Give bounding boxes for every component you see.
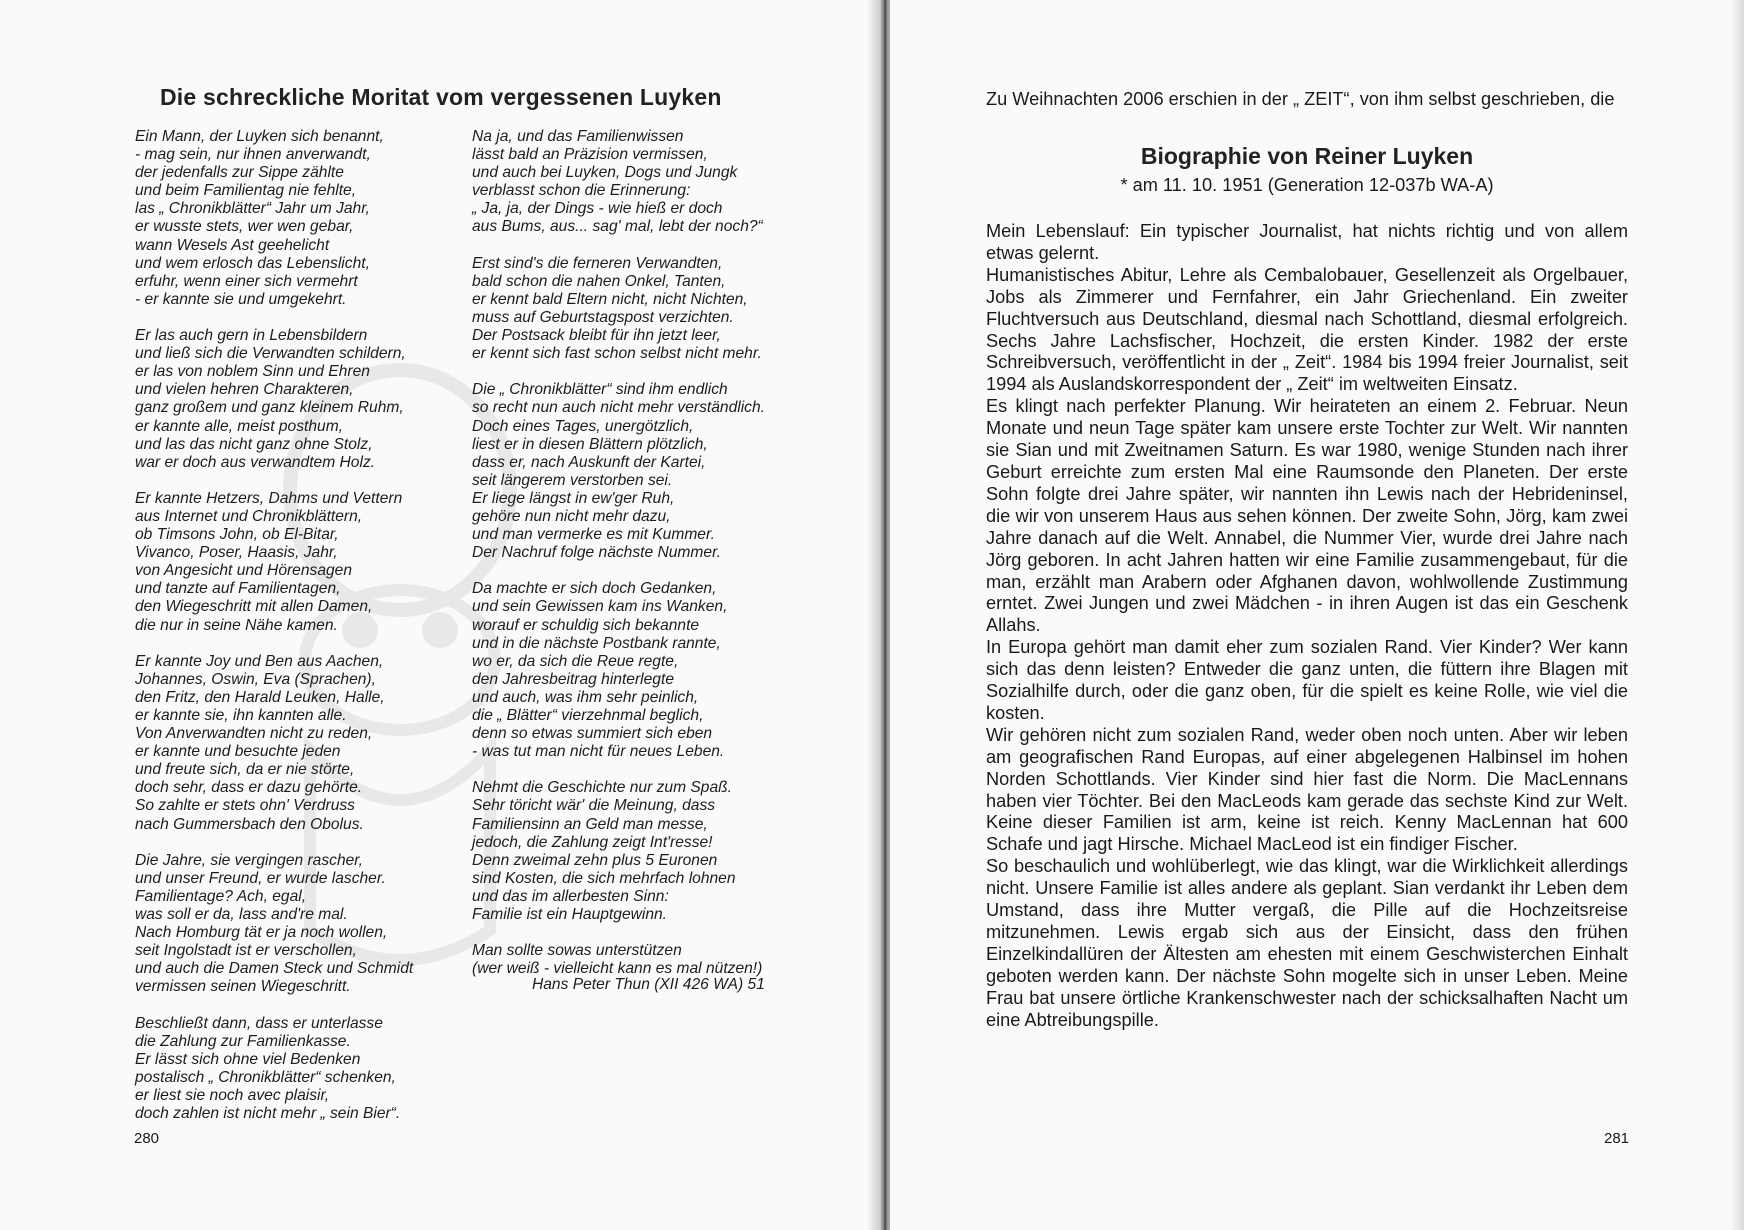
poem-stanza bbox=[135, 327, 455, 472]
poem-stanza bbox=[472, 255, 812, 364]
poem-line: Na ja, und das Familienwissen bbox=[472, 128, 684, 145]
poem-stanza bbox=[472, 779, 812, 924]
poem-line: und auch, was ihm sehr peinlich, bbox=[472, 688, 699, 706]
poem-line: dass er, nach Auskunft der Kartei, bbox=[472, 453, 706, 471]
poem-line: und ließ sich die Verwandten schildern, bbox=[135, 345, 406, 363]
poem-line: gehöre nun nicht mehr dazu, bbox=[472, 507, 671, 525]
poem-line: und tanzte auf Familientagen, bbox=[135, 580, 341, 598]
paragraph: In Europa gehört man damit eher zum sozialen Rand. Vier Kinder? Wer kann sich das denn leisten? Entweder die ganz unten, die füttern ihre Blagen mit Sozialhilfe durch, oder die ganz oben, für die spielt es keine Rolle, wie viel die kosten. bbox=[986, 637, 1628, 723]
poem-line: Familie ist ein Hauptgewinn. bbox=[472, 906, 668, 924]
poem-line: Nach Homburg tät er ja noch wollen, bbox=[135, 924, 388, 942]
poem-line: „ Ja, ja, der Dings - wie hieß er doch bbox=[472, 200, 723, 218]
poem-line: ob Timsons John, ob El-Bitar, bbox=[135, 526, 339, 544]
paragraph: Es klingt nach perfekter Planung. Wir heirateten an einem 2. Februar. Neun Monate und neun Tage später kam unsere erste Tochter zur Welt. Wir nannten sie Sian und mit Zweitnamen Saturn. Es war 1980, wenige Stunden nach ihrer Geburt erreichte zum ersten Mal eine Raumsonde den Planeten. Der erste Sohn folgte drei Jahre später, wir nannten ihn Lewis nach der Hebrideninsel, die wir von unserem Haus aus sehen können. Der zweite Sohn, Jörg, kam zwei Jahre danach auf die Welt. Annabel, die Nummer Vier, wurde drei Jahre nach Jörg geboren. In acht Jahren hatten wir eine Familie zusammengebaut, für die man, erzählt man Arabern oder Afghanen davon, wohlwollende Zustimmung erntet. Zwei Jungen und zwei Mädchen - in ihren Augen ist das ein Geschenk Allahs. bbox=[986, 396, 1628, 636]
poem-line: und sein Gewissen kam ins Wanken, bbox=[472, 598, 728, 616]
poem-line: liest er in diesen Blättern plötzlich, bbox=[472, 435, 708, 453]
poem-line: Von Anverwandten nicht zu reden, bbox=[135, 725, 373, 743]
biography-title: Biographie von Reiner Luyken bbox=[1140, 143, 1474, 169]
poem-line: wann Wesels Ast geehelicht bbox=[135, 236, 330, 254]
poem-line: den Wiegeschritt mit allen Damen, bbox=[135, 598, 373, 616]
poem-line: Vivanco, Poser, Haasis, Jahr, bbox=[135, 544, 338, 562]
poem-line: den Fritz, den Harald Leuken, Halle, bbox=[135, 688, 385, 706]
poem-line: aus Bums, aus... sag' mal, lebt der noch?“ bbox=[472, 218, 763, 236]
poem-line: und vielen hehren Charakteren, bbox=[135, 381, 354, 399]
poem-line: Der Postsack bleibt für ihn jetzt leer, bbox=[472, 327, 721, 345]
poem-stanza bbox=[135, 852, 455, 997]
poem-line: - mag sein, nur ihnen anverwandt, bbox=[135, 146, 371, 164]
poem-line: nach Gummersbach den Obolus. bbox=[135, 815, 364, 833]
poem-line: las „ Chronikblätter“ Jahr um Jahr, bbox=[135, 200, 370, 218]
poem-stanza bbox=[135, 128, 455, 309]
poem-line: Der Nachruf folge nächste Nummer. bbox=[472, 544, 722, 562]
poem-line: worauf er schuldig sich bekannte bbox=[472, 616, 700, 634]
poem-line: und las das nicht ganz ohne Stolz, bbox=[135, 435, 373, 453]
poem-line: und in die nächste Postbank rannte, bbox=[472, 634, 721, 652]
poem-line: er kannte alle, meist posthum, bbox=[135, 417, 344, 435]
poem-line: Denn zweimal zehn plus 5 Euronen bbox=[472, 851, 718, 869]
poem-line: So zahlte er stets ohn' Verdruss bbox=[135, 797, 355, 815]
poem-line: seit Ingolstadt ist er verschollen, bbox=[135, 942, 357, 960]
poem-line: aus Internet und Chronikblättern, bbox=[135, 507, 363, 525]
poem-line: was soll er da, lass and're mal. bbox=[135, 906, 348, 924]
poem-line: erfuhr, wenn einer sich vermehrt bbox=[135, 272, 358, 290]
poem-line: war er doch aus verwandtem Holz. bbox=[135, 453, 376, 471]
poem-line: er kennt bald Eltern nicht, nicht Nichten, bbox=[472, 290, 748, 308]
poem-line: bald schon die nahen Onkel, Tanten, bbox=[472, 272, 726, 290]
poem-line: wo er, da sich die Reue regte, bbox=[472, 652, 679, 670]
poem-line: und freute sich, da er nie störte, bbox=[135, 761, 355, 779]
poem-line: muss auf Geburtstagspost verzichten. bbox=[472, 308, 734, 326]
biography-body bbox=[986, 221, 1628, 1032]
poem-line: von Angesicht und Hörensagen bbox=[135, 562, 353, 580]
poem-line: Die Jahre, sie vergingen rascher, bbox=[135, 851, 363, 869]
poem-line: Erst sind's die ferneren Verwandten, bbox=[472, 254, 723, 272]
poem-stanza bbox=[472, 942, 812, 978]
poem-line: Ein Mann, der Luyken sich benannt, bbox=[135, 128, 384, 145]
poem-stanza bbox=[135, 1015, 455, 1124]
poem-line: er las von noblem Sinn und Ehren bbox=[135, 363, 370, 381]
poem-title: Die schreckliche Moritat vom vergessenen Luyken bbox=[160, 84, 722, 110]
poem-stanza bbox=[135, 653, 455, 834]
poem-line: Da machte er sich doch Gedanken, bbox=[472, 580, 717, 598]
poem-line: und auch die Damen Steck und Schmidt bbox=[135, 960, 414, 978]
poem-line: er liest sie noch avec plaisir, bbox=[135, 1086, 330, 1104]
poem-signature: Hans Peter Thun (XII 426 WA) 51 bbox=[532, 976, 765, 993]
page-edge bbox=[1730, 0, 1744, 1230]
poem-line: Sehr töricht wär' die Meinung, dass bbox=[472, 797, 716, 815]
poem-line: und man vermerke es mit Kummer. bbox=[472, 526, 715, 544]
poem-line: und auch bei Luyken, Dogs und Jungk bbox=[472, 164, 738, 182]
poem-line: Er liege längst in ew'ger Ruh, bbox=[472, 489, 675, 507]
poem-line: Man sollte sowas unterstützen bbox=[472, 942, 682, 960]
poem-line: er kennt sich fast schon selbst nicht mehr. bbox=[472, 345, 762, 363]
intro-text: Zu Weihnachten 2006 erschien in der „ ZEIT“, von ihm selbst geschrieben, die bbox=[986, 89, 1615, 109]
poem-line: Er kannte Joy und Ben aus Aachen, bbox=[135, 652, 384, 670]
poem-line: doch sehr, dass er dazu gehörte. bbox=[135, 779, 363, 797]
biography-subtitle: * am 11. 10. 1951 (Generation 12-037b WA-A) bbox=[1120, 175, 1494, 195]
poem-line: Er lässt sich ohne viel Bedenken bbox=[135, 1050, 361, 1068]
poem-line: die nur in seine Nähe kamen. bbox=[135, 616, 338, 634]
poem-line: die Zahlung zur Familienkasse. bbox=[135, 1032, 351, 1050]
poem-line: denn so etwas summiert sich eben bbox=[472, 725, 713, 743]
poem-line: seit längerem verstorben sei. bbox=[472, 471, 673, 489]
poem-stanza bbox=[472, 381, 812, 562]
paragraph: Humanistisches Abitur, Lehre als Cembalobauer, Gesellenzeit als Orgelbauer, Jobs als Zimmerer und Fernfahrer, ein Jahr Griechenland. Ein zweiter Fluchtversuch aus Deutschland, diesmal nach Schottland, diesmal erfolgreich. Sechs Jahre Lachsfischer, Hochzeit, die ersten Kinder. 1982 der erste Schreibversuch, veröffentlicht in der „ Zeit“. 1984 bis 1994 freier Journalist, seit 1994 als Auslandskorrespondent der „ Zeit“ im weltweiten Einsatz. bbox=[986, 264, 1628, 395]
poem-line: Beschließt dann, dass er unterlasse bbox=[135, 1014, 383, 1032]
poem-line: und wem erlosch das Lebenslicht, bbox=[135, 254, 370, 272]
poem-line: und unser Freund, er wurde lascher. bbox=[135, 869, 386, 887]
poem-line: Johannes, Oswin, Eva (Sprachen), bbox=[135, 670, 376, 688]
poem-line: so recht nun auch nicht mehr verständlich. bbox=[472, 399, 765, 417]
paragraph: Mein Lebenslauf: Ein typischer Journalist, hat nichts richtig und von allem etwas gelernt. bbox=[986, 221, 1628, 263]
poem-line: er kannte sie, ihn kannten alle. bbox=[135, 707, 347, 724]
poem-line: - er kannte sie und umgekehrt. bbox=[135, 290, 347, 308]
poem-line: Familientage? Ach, egal, bbox=[135, 887, 307, 905]
poem-line: der jedenfalls zur Sippe zählte bbox=[135, 164, 344, 182]
page-number-left: 280 bbox=[134, 1130, 160, 1147]
poem-line: vermissen seinen Wiegeschritt. bbox=[135, 978, 351, 996]
poem-stanza bbox=[135, 490, 455, 635]
poem-line: postalisch „ Chronikblätter“ schenken, bbox=[135, 1068, 396, 1086]
poem-line: (wer weiß - vielleicht kann es mal nützen!) bbox=[472, 960, 763, 978]
poem-line: er kannte und besuchte jeden bbox=[135, 743, 341, 761]
poem-line: und beim Familientag nie fehlte, bbox=[135, 182, 357, 200]
poem-line: verblasst schon die Erinnerung: bbox=[472, 182, 691, 200]
poem-stanza bbox=[472, 580, 812, 761]
poem-line: er wusste stets, wer wen gebar, bbox=[135, 218, 354, 236]
poem-line: jedoch, die Zahlung zeigt Int'resse! bbox=[472, 833, 713, 851]
poem-line: sind Kosten, die sich mehrfach lohnen bbox=[472, 869, 736, 887]
poem-line: Nehmt die Geschichte nur zum Spaß. bbox=[472, 779, 733, 797]
paragraph: So beschaulich und wohlüberlegt, wie das klingt, war die Wirklichkeit allerdings nicht. Unsere Familie ist alles andere als geplant. Sian verdankt ihr Leben dem Umstand, dass ihre Mutter vergaß, die Pille auf die Hochzeitsreise mitzunehmen. Lewis ergab sich aus der Einsicht, dass den frühen Einzelkindallüren der Ältesten am ehesten mit einem Geschwisterchen Einhalt geboten werden kann. Der nächste Sohn mogelte sich in unser Leben. Meine Frau bat unsere örtliche Krankenschwester nach der schicksalhaften Nacht um eine Abtreibungspille. bbox=[986, 856, 1628, 1030]
poem-column-1 bbox=[135, 128, 455, 1141]
poem-line: - was tut man nicht für neues Leben. bbox=[472, 743, 725, 761]
poem-line: doch zahlen ist nicht mehr „ sein Bier“. bbox=[135, 1105, 401, 1123]
page-number-right: 281 bbox=[1604, 1130, 1630, 1147]
poem-column-2 bbox=[472, 128, 812, 997]
poem-line: Familiensinn an Geld man messe, bbox=[472, 815, 708, 833]
poem-line: Die „ Chronikblätter“ sind ihm endlich bbox=[472, 381, 728, 399]
poem-line: den Jahresbeitrag hinterlegte bbox=[472, 670, 674, 688]
paragraph: Wir gehören nicht zum sozialen Rand, weder oben noch unten. Aber wir leben am geografischen Rand Europas, auf einer abgelegenen Halbinsel im hohen Norden Schottlands. Vier Kinder sind hier fast die Norm. Die MacLennans haben vier Töchter. Bei den MacLeods kam gerade das sechste Kind zur Welt. Keine dieser Familien ist arm, keine ist reich. Kenny MacLennan hat 600 Schafe und jagt Hirsche. Michael MacLeod ist ein findiger Fischer. bbox=[986, 724, 1628, 855]
poem-stanza bbox=[472, 128, 812, 237]
poem-line: und das im allerbesten Sinn: bbox=[472, 887, 669, 905]
poem-line: Er kannte Hetzers, Dahms und Vettern bbox=[135, 489, 403, 507]
poem-line: die „ Blätter“ vierzehnmal beglich, bbox=[472, 707, 704, 724]
poem-line: ganz großem und ganz kleinem Ruhm, bbox=[135, 399, 404, 417]
poem-line: Doch eines Tages, unergötzlich, bbox=[472, 417, 694, 435]
poem-line: lässt bald an Präzision vermissen, bbox=[472, 146, 708, 164]
poem-line: Er las auch gern in Lebensbildern bbox=[135, 327, 368, 345]
